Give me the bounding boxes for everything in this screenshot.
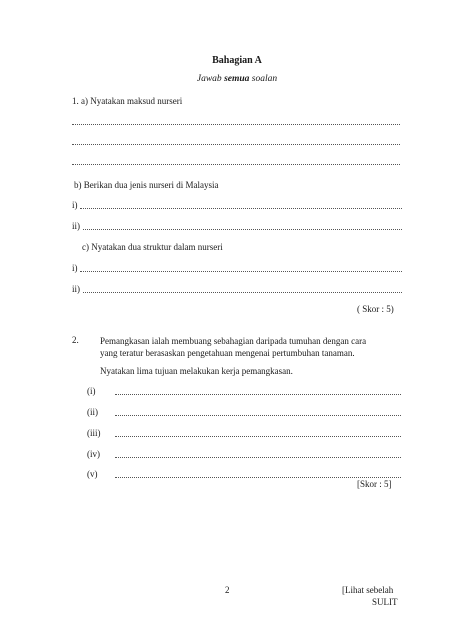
answer-line-2-2[interactable] [115, 415, 401, 416]
answer-line-1c-1[interactable] [80, 271, 402, 272]
instruction-suffix: soalan [249, 74, 278, 84]
question-2-paragraph-line: Pemangkasan ialah membuang sebahagian daripada tumuhan dengan cara [100, 336, 367, 346]
page-number: 2 [225, 585, 230, 595]
question-2-score: [Skor : 5] [357, 479, 392, 489]
question-2-paragraph-line: yang teratur berasaskan pengetahuan mengenai pertumbuhan tanaman. [100, 348, 355, 358]
question-1b-item-label: i) [72, 200, 78, 210]
answer-line-1c-2[interactable] [83, 292, 402, 293]
answer-line-1a-3[interactable] [72, 164, 400, 165]
question-1-score: ( Skor : 5) [357, 304, 394, 314]
answer-line-1b-2[interactable] [83, 229, 402, 230]
question-1c-item-label: i) [72, 263, 78, 273]
answer-line-2-1[interactable] [115, 394, 401, 395]
section-instruction [0, 74, 474, 84]
footer-classification: SULIT [372, 597, 398, 607]
answer-line-1a-2[interactable] [72, 144, 400, 145]
question-2-item-label: (v) [87, 469, 98, 479]
answer-line-1b-1[interactable] [80, 208, 402, 209]
answer-line-2-5[interactable] [115, 477, 401, 478]
question-2-item-label: (iii) [87, 428, 101, 438]
question-2-item-label: (i) [87, 386, 96, 396]
question-2-number: 2. [72, 335, 79, 345]
question-1b-label: b) Berikan dua jenis nurseri di Malaysia [74, 180, 219, 190]
question-2-paragraph [100, 335, 400, 359]
answer-line-2-4[interactable] [115, 457, 401, 458]
answer-line-2-3[interactable] [115, 436, 401, 437]
footer-next-page: [Lihat sebelah [342, 585, 394, 595]
question-1b-item-label: ii) [72, 221, 80, 231]
question-1c-item-label: ii) [72, 284, 80, 294]
answer-line-1a-1[interactable] [72, 124, 400, 125]
question-2-item-label: (iv) [87, 449, 100, 459]
question-2-item-label: (ii) [87, 407, 98, 417]
instruction-emphasis: semua [224, 74, 250, 84]
question-1c-label: c) Nyatakan dua struktur dalam nurseri [82, 242, 223, 252]
question-1a-label: 1. a) Nyatakan maksud nurseri [72, 96, 183, 106]
instruction-prefix: Jawab [196, 74, 225, 84]
question-2-prompt: Nyatakan lima tujuan melakukan kerja pemangkasan. [100, 366, 293, 376]
section-title: Bahagian A [212, 55, 262, 66]
